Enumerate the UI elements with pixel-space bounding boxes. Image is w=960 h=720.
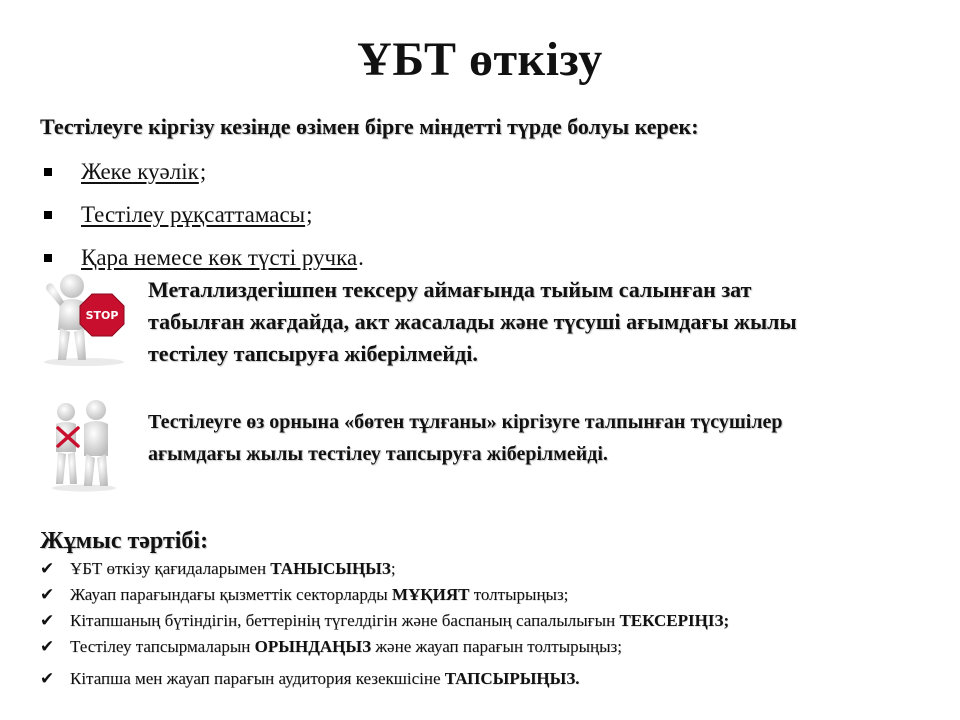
slide-title: ҰБТ өткізу (357, 33, 603, 86)
rule-part: Жауап парағындағы қызметтік секторларды (70, 585, 392, 604)
requirement-punct: ; (306, 201, 313, 227)
svg-text:STOP: STOP (85, 309, 119, 322)
requirement-text: Қара немесе көк түсті ручка (81, 244, 358, 270)
rule-part: Кітапша мен жауап парағын аудитория кезекшісіне (70, 669, 445, 688)
rule-emphasis: ОРЫНДАҢЫЗ (254, 637, 372, 656)
rule-emphasis: ТАНЫСЫҢЫЗ (270, 559, 391, 578)
check-mark-icon: ✔ (40, 611, 55, 631)
warning-impersonation (148, 406, 783, 470)
list-item (40, 666, 729, 692)
square-bullet-icon (44, 254, 52, 262)
check-mark-icon: ✔ (40, 585, 55, 605)
rule-emphasis: ТЕКСЕРІҢІЗ; (619, 611, 730, 630)
rule-part: Кітапшаның бүтіндігін, беттерінің түгелдігін және баспаның сапалылығын (70, 611, 620, 630)
rule-text (70, 669, 580, 689)
list-item (40, 556, 729, 582)
requirement-punct: ; (199, 158, 207, 184)
rule-emphasis: МҰҚИЯТ (391, 585, 470, 604)
warning-line: Тестілеуге өз орнына «бөтен тұлғаны» кіргізуге талпынған түсушілер (148, 411, 783, 433)
rule-emphasis: ТАПСЫРЫҢЫЗ. (444, 669, 580, 688)
square-bullet-icon (44, 168, 52, 176)
rule-text (70, 611, 729, 631)
rule-part: ; (390, 559, 396, 578)
requirement-punct: . (358, 244, 364, 270)
rule-text (70, 637, 622, 657)
list-item (40, 193, 364, 236)
rules-list (40, 556, 729, 692)
rule-part: және жауап парағын толтырыңыз; (371, 637, 622, 656)
warning-metal-detector (148, 274, 797, 370)
intro-text: Тестілеуге кіргізу кезінде өзімен бірге міндетті түрде болуы керек: (40, 114, 699, 139)
rule-part: Тестілеу тапсырмаларын (70, 637, 255, 656)
rule-text (70, 559, 396, 579)
rule-part: толтырыңыз; (469, 585, 569, 604)
list-item (40, 582, 729, 608)
square-bullet-icon (44, 211, 52, 219)
two-figures-cross-icon (46, 396, 120, 492)
list-item (40, 634, 729, 660)
check-mark-icon: ✔ (40, 637, 55, 657)
warning-line: ағымдағы жылы тестілеу тапсыруға жіберілмейді. (148, 443, 608, 465)
warning-line: тестілеу тапсыруға жіберілмейді. (148, 341, 478, 366)
check-mark-icon: ✔ (40, 559, 55, 579)
rule-part: ҰБТ өткізу қағидаларымен (70, 559, 271, 578)
warning-line: табылған жағдайда, акт жасалады және түсуші ағымдағы жылы (148, 309, 797, 334)
warning-line: Металлиздегішпен тексеру аймағында тыйым салынған зат (148, 277, 752, 302)
list-item (40, 608, 729, 634)
stop-figure-icon (28, 266, 136, 366)
check-mark-icon: ✔ (40, 669, 55, 689)
requirement-text: Жеке куәлік (81, 158, 199, 184)
list-item (40, 150, 364, 193)
rules-heading: Жұмыс тәртібі: (40, 528, 209, 554)
requirement-text: Тестілеу рұқсаттамасы (81, 201, 306, 227)
requirements-list (40, 150, 364, 279)
rule-text (70, 585, 568, 605)
